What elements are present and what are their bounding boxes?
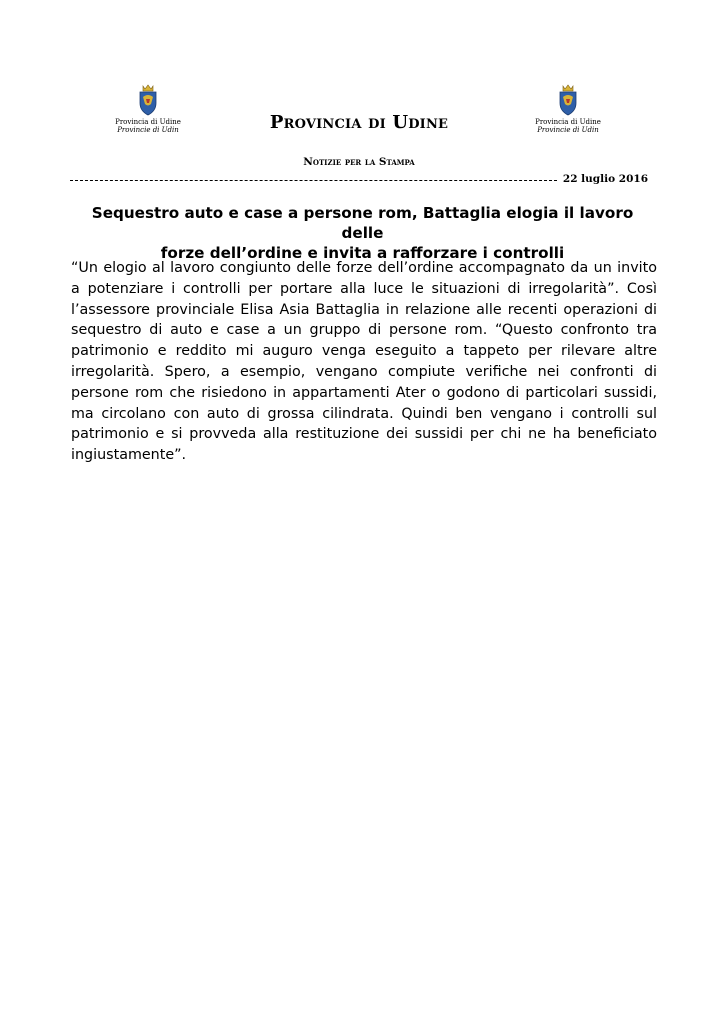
header-rule [70,172,648,186]
coat-of-arms-icon [137,84,159,116]
headline-line-2: forze dell’ordine e invita a rafforzare i controlli [160,244,565,262]
article-headline [80,203,645,263]
dashed-divider [70,180,557,181]
article-body: “Un elogio al lavoro congiunto delle forze dell’ordine accompagnato da un invito a potenziare i controlli per portare alla luce le situazioni di irregolarità”. Così l’assessore provinciale Elisa Asia Battaglia in relazione alle recenti operazioni di sequestro di auto e case a un gruppo di persone rom. “Questo confronto tra patrimonio e reddito mi auguro venga eseguito a tappeto per rilevare altre irregolarità. Spero, a esempio, vengano compiute verifiche nei confronti di persone rom che risiedono in appartamenti Ater o godono di particolari sussidi, ma circolano con auto di grossa cilindrata. Quindi ben vengano i controlli sul patrimonio e si provveda alla restituzione dei sussidi per chi ne ha beneficiato ingiustamente”. [71,260,657,464]
logo-left-line2: Provincie di Udin [117,126,179,134]
logo-left-line1: Provincia di Udine [115,118,181,126]
logo-right [528,84,608,134]
logo-right-line1: Provincia di Udine [535,118,601,126]
release-date: 22 luglio 2016 [562,173,648,185]
coat-of-arms-icon [557,84,579,116]
logo-right-line2: Provincie di Udin [537,126,599,134]
press-subtitle: Notizie per la Stampa [303,156,415,168]
headline-line-1: Sequestro auto e case a persone rom, Battaglia elogia il lavoro delle [91,204,634,242]
organization-title: Provincia di Udine [269,112,449,133]
logo-left [108,84,188,134]
